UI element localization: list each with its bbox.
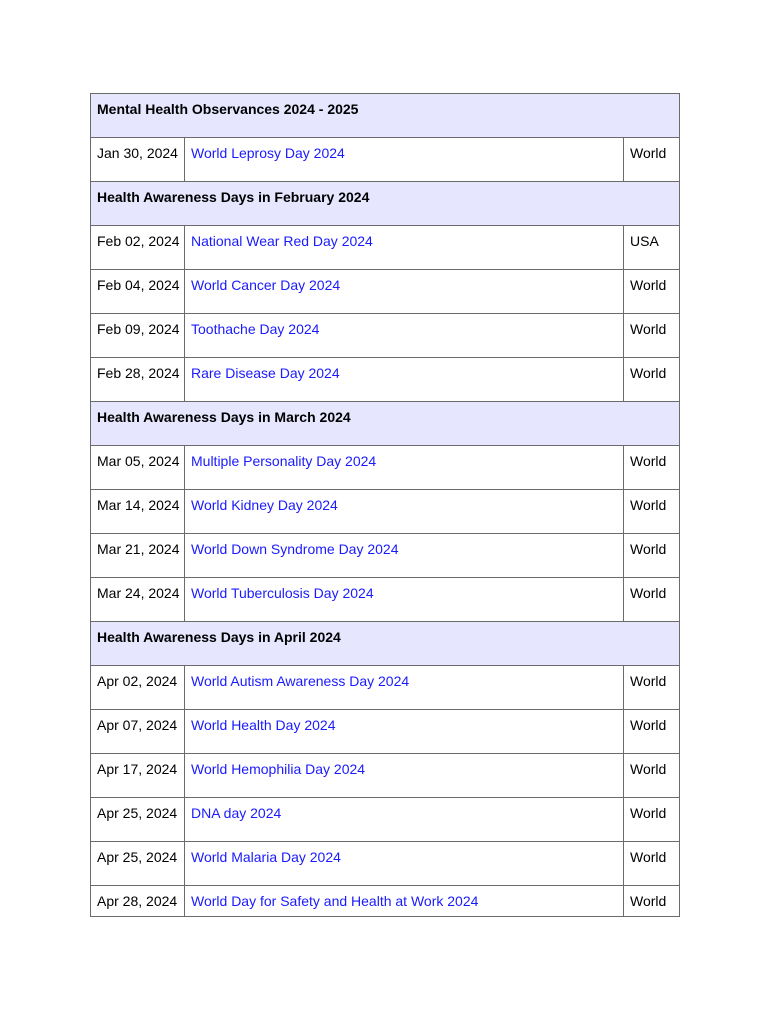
observance-date: Mar 24, 2024 [91, 578, 185, 622]
table-row [91, 534, 680, 578]
table-row [91, 754, 680, 798]
section-header-row [91, 402, 680, 446]
observances-table [90, 93, 680, 917]
observance-link[interactable]: World Hemophilia Day 2024 [191, 761, 366, 777]
observance-region: World [624, 270, 680, 314]
observance-region: World [624, 490, 680, 534]
observance-date: Feb 04, 2024 [91, 270, 185, 314]
observance-name-cell [185, 534, 624, 578]
observance-link[interactable]: World Leprosy Day 2024 [191, 145, 345, 161]
observance-name-cell [185, 270, 624, 314]
table-row [91, 138, 680, 182]
section-title: Health Awareness Days in February 2024 [91, 182, 680, 226]
observance-name-cell [185, 578, 624, 622]
observance-link[interactable]: DNA day 2024 [191, 805, 282, 821]
observance-date: Mar 21, 2024 [91, 534, 185, 578]
observances-table-body [91, 94, 680, 917]
observance-name-cell [185, 314, 624, 358]
observance-name-cell [185, 226, 624, 270]
table-row [91, 842, 680, 886]
section-header-row [91, 94, 680, 138]
section-header-row [91, 622, 680, 666]
observance-name-cell [185, 754, 624, 798]
table-row [91, 710, 680, 754]
observance-link[interactable]: World Autism Awareness Day 2024 [191, 673, 410, 689]
observance-link[interactable]: World Malaria Day 2024 [191, 849, 341, 865]
observance-date: Apr 07, 2024 [91, 710, 185, 754]
section-title: Health Awareness Days in March 2024 [91, 402, 680, 446]
observance-region: World [624, 886, 680, 917]
observance-date: Jan 30, 2024 [91, 138, 185, 182]
section-title: Mental Health Observances 2024 - 2025 [91, 94, 680, 138]
observance-link[interactable]: Multiple Personality Day 2024 [191, 453, 377, 469]
observance-region: World [624, 798, 680, 842]
observance-region: World [624, 578, 680, 622]
observance-name-cell [185, 798, 624, 842]
observance-region: World [624, 138, 680, 182]
observance-region: World [624, 534, 680, 578]
observance-name-cell [185, 490, 624, 534]
table-row [91, 798, 680, 842]
observance-region: World [624, 358, 680, 402]
table-row [91, 226, 680, 270]
observance-region: World [624, 710, 680, 754]
table-row [91, 314, 680, 358]
observance-link[interactable]: Rare Disease Day 2024 [191, 365, 340, 381]
table-row [91, 666, 680, 710]
observance-date: Feb 02, 2024 [91, 226, 185, 270]
observance-name-cell [185, 446, 624, 490]
observance-date: Mar 14, 2024 [91, 490, 185, 534]
observance-date: Feb 28, 2024 [91, 358, 185, 402]
section-title: Health Awareness Days in April 2024 [91, 622, 680, 666]
observance-date: Apr 28, 2024 [91, 886, 185, 917]
observance-date: Apr 17, 2024 [91, 754, 185, 798]
observance-link[interactable]: World Health Day 2024 [191, 717, 336, 733]
observance-name-cell [185, 710, 624, 754]
observance-link[interactable]: World Kidney Day 2024 [191, 497, 338, 513]
observance-link[interactable]: World Down Syndrome Day 2024 [191, 541, 399, 557]
observance-date: Mar 05, 2024 [91, 446, 185, 490]
table-row [91, 490, 680, 534]
observance-name-cell [185, 666, 624, 710]
observance-name-cell [185, 842, 624, 886]
table-row [91, 358, 680, 402]
observance-link[interactable]: World Day for Safety and Health at Work 2024 [191, 893, 479, 909]
observance-name-cell [185, 886, 624, 917]
observance-region: World [624, 666, 680, 710]
observance-link[interactable]: Toothache Day 2024 [191, 321, 320, 337]
observance-region: World [624, 314, 680, 358]
observance-name-cell [185, 138, 624, 182]
table-row [91, 270, 680, 314]
observance-region: World [624, 842, 680, 886]
observance-date: Feb 09, 2024 [91, 314, 185, 358]
table-row [91, 578, 680, 622]
observance-region: USA [624, 226, 680, 270]
observance-date: Apr 25, 2024 [91, 842, 185, 886]
table-row [91, 886, 680, 917]
observance-region: World [624, 446, 680, 490]
observance-date: Apr 25, 2024 [91, 798, 185, 842]
section-header-row [91, 182, 680, 226]
observance-link[interactable]: World Cancer Day 2024 [191, 277, 341, 293]
observance-name-cell [185, 358, 624, 402]
observance-date: Apr 02, 2024 [91, 666, 185, 710]
observance-link[interactable]: World Tuberculosis Day 2024 [191, 585, 374, 601]
table-row [91, 446, 680, 490]
observance-link[interactable]: National Wear Red Day 2024 [191, 233, 373, 249]
observance-region: World [624, 754, 680, 798]
